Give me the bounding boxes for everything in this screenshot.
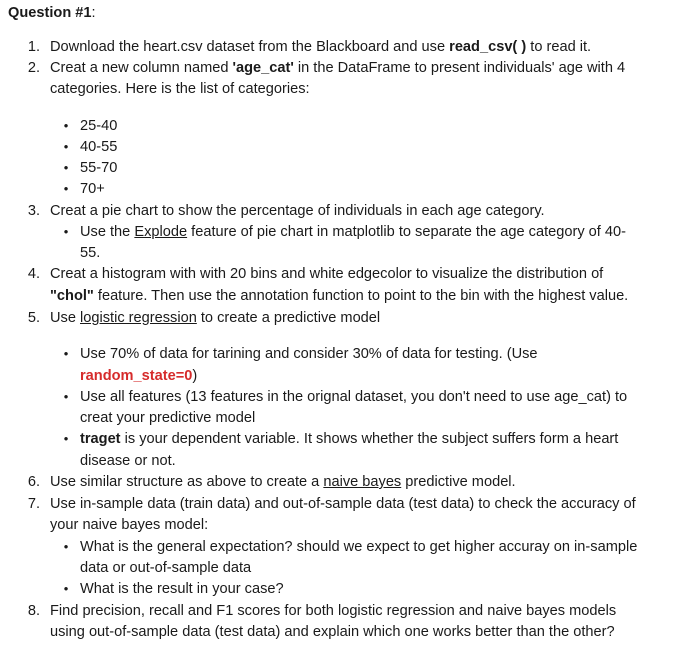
- item-5-sub-3-cont: disease or not.: [80, 453, 176, 469]
- item-7-sub-1-cont: data or out-of-sample data: [80, 560, 252, 576]
- category-item: 55-70: [80, 160, 118, 176]
- item-6-part-a: Use similar structure as above to create a: [50, 474, 324, 490]
- item-5-line-1: [50, 308, 380, 328]
- item-3-sub-part-a: Use the: [80, 224, 135, 240]
- item-4-line-2: [50, 286, 628, 306]
- item-5-part-a: Use: [50, 310, 81, 326]
- item-number-2: 2.: [27, 60, 40, 76]
- bullet: •: [63, 581, 69, 596]
- bullet: •: [63, 389, 69, 404]
- category-item: 40-55: [80, 139, 118, 155]
- age-cat-name: 'age_cat': [232, 60, 294, 76]
- bullet: •: [63, 346, 69, 361]
- item-6-text: [50, 472, 516, 492]
- item-number-3: 3.: [27, 203, 40, 219]
- item-3-sub-1: [80, 222, 626, 242]
- chol-name: "chol": [50, 288, 94, 304]
- item-5-sub-1: Use 70% of data for tarining and consider 30% of data for testing. (Use: [80, 346, 538, 362]
- question-title-colon: :: [91, 5, 96, 21]
- item-5-sub-3: [80, 429, 618, 449]
- bullet: •: [63, 539, 69, 554]
- read-csv-code: read_csv( ): [449, 39, 527, 55]
- item-5-sub-2: Use all features (13 features in the orignal dataset, you don't need to use age_cat) to: [80, 389, 628, 405]
- item-7-sub-2: What is the result in your case?: [80, 581, 284, 597]
- bullet: •: [63, 181, 69, 196]
- item-7-sub-1: What is the general expectation? should we expect to get higher accuray on in-sample: [80, 539, 638, 555]
- item-7-line-2: your naive bayes model:: [50, 517, 209, 533]
- bullet: •: [63, 224, 69, 239]
- item-number-7: 7.: [27, 496, 40, 512]
- item-1-part-a: Download the heart.csv dataset from the Blackboard and use: [50, 39, 450, 55]
- category-item: 70+: [80, 181, 105, 197]
- random-state-code: random_state=0: [80, 368, 193, 384]
- item-3-sub-1-cont: 55.: [80, 245, 101, 261]
- item-number-8: 8.: [27, 603, 40, 619]
- item-1-text: [50, 37, 591, 57]
- bullet: •: [63, 160, 69, 175]
- item-2-part-a: Creat a new column named: [50, 60, 233, 76]
- item-4-line-2-rest: feature. Then use the annotation function to point to the bin with the highest value.: [93, 288, 629, 304]
- explode-link[interactable]: Explode: [134, 224, 188, 240]
- item-number-5: 5.: [27, 310, 40, 326]
- item-4-line-1: Creat a histogram with with 20 bins and white edgecolor to visualize the distribution of: [50, 266, 604, 282]
- naive-bayes-link[interactable]: naive bayes: [323, 474, 402, 490]
- item-3-line-1: Creat a pie chart to show the percentage of individuals in each age category.: [50, 203, 545, 219]
- category-item: 25-40: [80, 118, 118, 134]
- item-3-sub-part-c: feature of pie chart in matplotlib to separate the age category of 40-: [187, 224, 626, 240]
- closing-paren: ): [192, 368, 198, 384]
- item-5-sub-3-rest: is your dependent variable. It shows whether the subject suffers form a heart: [120, 431, 619, 447]
- item-8-line-2: using out-of-sample data (test data) and explain which one works better than the other?: [50, 624, 615, 640]
- item-number-4: 4.: [27, 266, 40, 282]
- item-7-line-1: Use in-sample data (train data) and out-of-sample data (test data) to check the accuracy of: [50, 496, 636, 512]
- bullet: •: [63, 139, 69, 154]
- item-2-line-2: categories. Here is the list of categories:: [50, 81, 310, 97]
- question-title-bold: Question #1: [8, 5, 92, 21]
- question-title: [8, 3, 96, 23]
- item-number-1: 1.: [27, 39, 40, 55]
- item-2-part-c: in the DataFrame to present individuals' age with 4: [293, 60, 626, 76]
- item-6-part-c: predictive model.: [401, 474, 516, 490]
- item-1-part-c: to read it.: [526, 39, 592, 55]
- logistic-regression-link[interactable]: logistic regression: [80, 310, 197, 326]
- item-5-part-c: to create a predictive model: [196, 310, 381, 326]
- item-2-line-1: [50, 58, 625, 78]
- target-name: traget: [80, 431, 121, 447]
- bullet: •: [63, 431, 69, 446]
- item-5-sub-2-cont: creat your predictive model: [80, 410, 256, 426]
- item-number-6: 6.: [27, 474, 40, 490]
- item-5-sub-1-cont: [80, 366, 197, 386]
- item-8-line-1: Find precision, recall and F1 scores for both logistic regression and naive bayes models: [50, 603, 617, 619]
- bullet: •: [63, 118, 69, 133]
